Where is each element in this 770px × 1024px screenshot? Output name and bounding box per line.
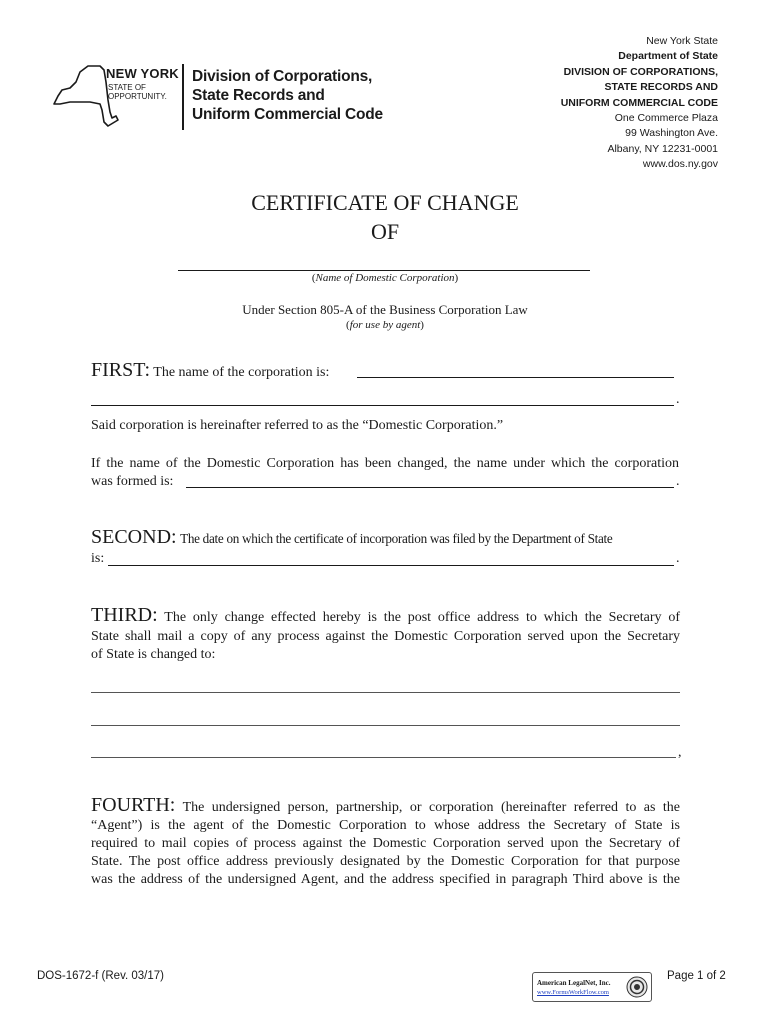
address-line: Albany, NY 12231-0001 [607,142,718,155]
second-is: is: [91,551,105,566]
hereinafter-text: Said corporation is hereinafter referred to as the “Domestic Corporation.” [91,418,504,433]
address-line: One Commerce Plaza [614,112,718,125]
address-website: www.dos.ny.gov [642,158,718,171]
new-address-input-2[interactable] [91,725,680,726]
nys-logo [50,58,410,138]
comma: , [678,745,682,760]
page-number: Page 1 of 2 [667,970,726,982]
period: . [676,551,680,566]
second-text: The date on which the certificate of incorporation was filed by the Department of State [180,531,613,546]
use-note: (for use by agent) [346,319,424,331]
logo-divider [182,64,184,130]
logo-tagline-line2: OPPORTUNITY. [108,92,167,101]
first-paragraph [91,361,329,382]
logo-division-line3: Uniform Commercial Code [192,106,383,123]
address-line: UNIFORM COMMERCIAL CODE [560,96,718,109]
fourth-heading: FOURTH: [91,794,176,816]
third-text-line1: The only change effected hereby is the post office address to which the Secretary of [164,610,680,625]
corporation-name-input-1[interactable] [357,377,674,378]
second-heading: SECOND: [91,526,177,548]
period: . [676,474,680,489]
fourth-line1 [91,796,680,817]
fourth-text-line3: required to mail copies of process against the Domestic Corporation served upon the Secretary of [91,836,680,851]
address-line: Department of State [618,50,718,63]
first-text: The name of the corporation is: [153,365,330,380]
vendor-badge[interactable] [532,972,652,1002]
address-line: DIVISION OF CORPORATIONS, [563,65,718,78]
document-title-of: OF [370,219,400,244]
fourth-text-line4: State. The post office address previously designated by the Domestic Corporation for that purpose [91,854,680,869]
vendor-logo-icon [625,975,649,999]
third-heading: THIRD: [91,604,158,626]
name-caption: (Name of Domestic Corporation) [311,272,459,284]
incorporation-date-input[interactable] [108,565,674,566]
agency-address [561,34,718,173]
period: . [676,392,680,407]
section-reference: Under Section 805-A of the Business Corporation Law [242,302,528,317]
form-number: DOS-1672-f (Rev. 03/17) [37,970,164,982]
vendor-name: American LegalNet, Inc. [537,979,611,987]
new-address-input-1[interactable] [91,692,680,693]
document-title: CERTIFICATE OF CHANGE [251,190,519,215]
second-paragraph [91,528,681,549]
logo-state-name: NEW YORK [106,66,179,81]
fourth-text-line1: The undersigned person, partnership, or corporation (hereinafter referred to as the [182,800,680,815]
fourth-text-line5: was the address of the undersigned Agent, and the address specified in paragraph Third above is the [91,872,680,887]
new-address-input-3[interactable] [91,757,676,758]
fourth-text-line2: “Agent”) is the agent of the Domestic Corporation to whose address the Secretary of State is [91,818,680,833]
corporation-name-field[interactable] [178,270,590,271]
corporation-name-input-2[interactable] [91,405,674,406]
third-text-line3: of State is changed to: [91,647,216,662]
address-line: New York State [646,35,718,47]
third-line1 [91,606,680,627]
logo-division-line2: State Records and [192,87,325,104]
address-line: 99 Washington Ave. [625,127,718,140]
vendor-url[interactable]: www.FormsWorkFlow.com [537,989,609,996]
logo-tagline-line1: STATE OF [108,83,146,92]
address-line: STATE RECORDS AND [604,81,718,94]
name-changed-text-line2: was formed is: [91,474,174,489]
original-name-input[interactable] [186,487,674,488]
name-changed-text-line1: If the name of the Domestic Corporation has been changed, the name under which the corporation [91,456,679,471]
third-text-line2: State shall mail a copy of any process against the Domestic Corporation served upon the Secretary [91,629,680,644]
logo-division-line1: Division of Corporations, [192,68,373,85]
first-heading: FIRST: [91,359,151,381]
